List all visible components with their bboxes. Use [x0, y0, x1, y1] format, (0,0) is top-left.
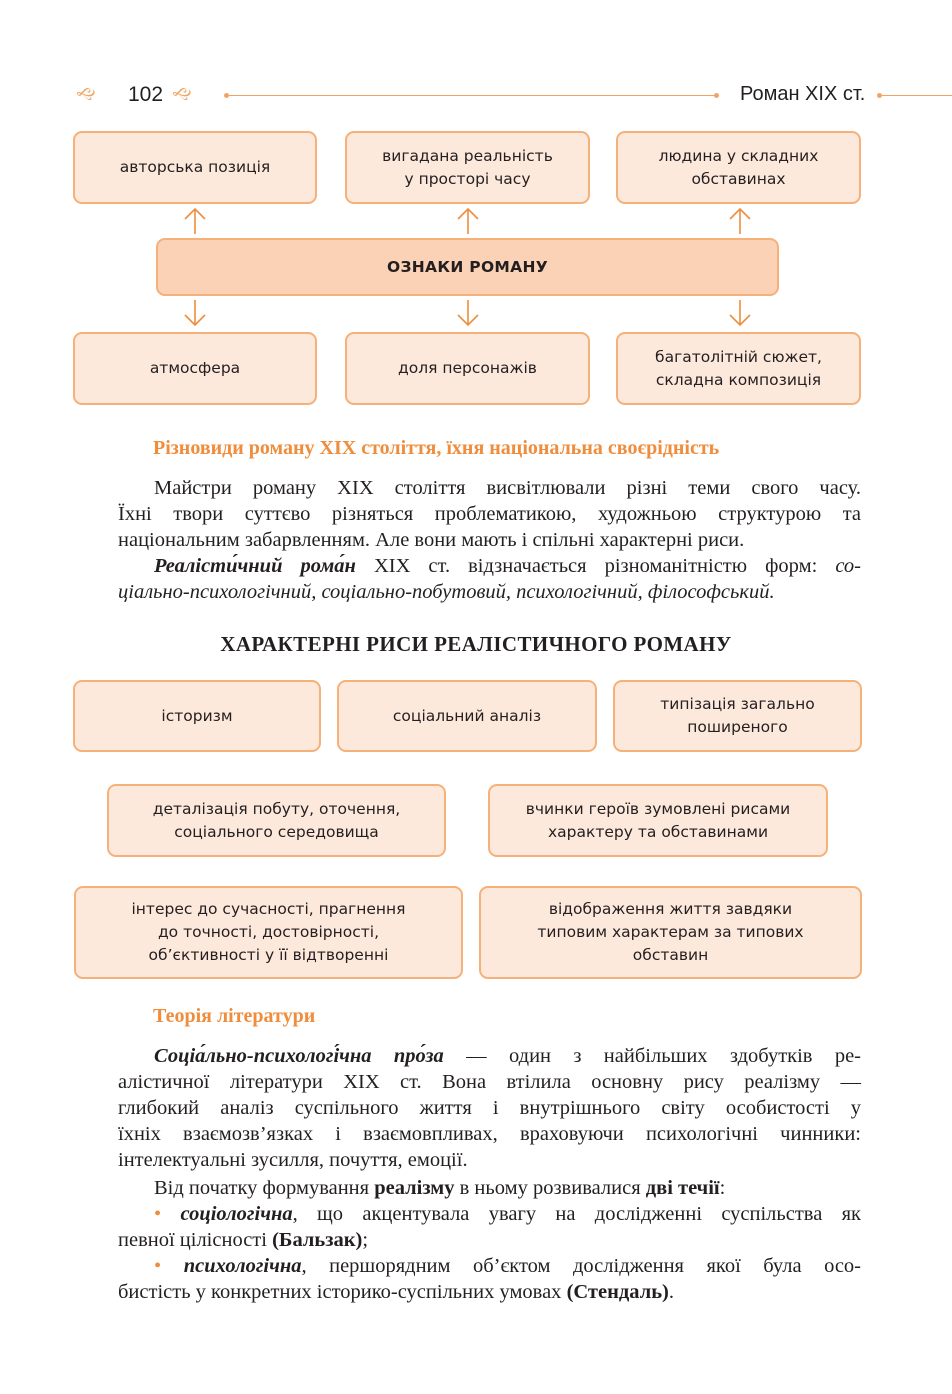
bullet-icon: •: [154, 1203, 162, 1225]
paragraph-line: глибокий аналіз суспільного життя і внутрішнього світу особистості у: [118, 1097, 861, 1119]
paragraph-line: Їхні твори суттєво різняться проблематикою, художньою структурою та: [118, 503, 861, 525]
header-rule: [881, 95, 952, 96]
right-ornament-icon: 🙙: [172, 82, 192, 106]
paragraph-line: їхніх взаємозв’язках і взаємовпливах, враховуючи психологічні чинники:: [118, 1123, 861, 1145]
feature-box: авторська позиція: [73, 131, 317, 204]
left-ornament-icon: 🙙: [76, 82, 96, 106]
down-arrow-icon: [725, 298, 755, 328]
bullet-line: • соціологічна, що акцентувала увагу на дослідженні суспільства як: [154, 1203, 861, 1225]
page-number: 102: [128, 83, 164, 106]
feature-box: людина у складних обставинах: [616, 131, 861, 204]
feature-box: атмосфера: [73, 332, 317, 405]
header-rule: [226, 95, 716, 96]
paragraph-line: національним забарвленням. Але вони мають і спільні характерні риси.: [118, 529, 745, 551]
feature-box: вигадана реальність у просторі часу: [345, 131, 590, 204]
header-dot: [224, 93, 229, 98]
paragraph-line: Майстри роману ХІХ століття висвітлювали різні теми свого часу.: [154, 477, 861, 499]
up-arrow-icon: [725, 206, 755, 236]
paragraph-line: ціально-психологічний, соціально-побутовий, психологічний, філософський.: [118, 581, 775, 603]
bullet-line: • психологічна, першорядним об’єктом дослідження якої була осо-: [154, 1255, 862, 1277]
paragraph-line: бистість у конкретних історико-суспільних умовах (Стендаль).: [118, 1281, 674, 1303]
trait-box: деталізація побуту, оточення, соціального середовища: [107, 784, 446, 857]
paragraph-line: Соціа́льно-психологі́чна про́за — один з найбільших здобутків ре-: [154, 1045, 862, 1067]
feature-box: багатолітній сюжет, складна композиція: [616, 332, 861, 405]
paragraph-line: певної цілісності (Бальзак);: [118, 1229, 369, 1251]
down-arrow-icon: [180, 298, 210, 328]
diagram-title: ХАРАКТЕРНІ РИСИ РЕАЛІСТИЧНОГО РОМАНУ: [220, 632, 732, 656]
paragraph-line: алістичної літератури ХІХ ст. Вона втілила основну рису реалізму —: [118, 1071, 861, 1093]
trait-box: історизм: [73, 680, 321, 752]
center-box: ОЗНАКИ РОМАНУ: [156, 238, 779, 296]
section-heading: Різновиди роману ХІХ століття, їхня національна своєрідність: [153, 437, 720, 459]
header-dot: [714, 93, 719, 98]
running-title: Роман ХІХ ст.: [740, 83, 866, 105]
section-heading: Теорія літератури: [153, 1005, 316, 1027]
bullet-icon: •: [154, 1255, 162, 1277]
up-arrow-icon: [180, 206, 210, 236]
paragraph-line: Від початку формування реалізму в ньому розвивалися дві течії:: [154, 1177, 726, 1199]
up-arrow-icon: [453, 206, 483, 236]
paragraph-line: інтелектуальні зусилля, почуття, емоції.: [118, 1149, 468, 1171]
trait-box: відображення життя завдяки типовим характерам за типових обставин: [479, 886, 862, 979]
trait-box: вчинки героїв зумовлені рисами характеру та обставинами: [488, 784, 828, 857]
trait-box: інтерес до сучасності, прагнення до точності, достовірності, об’єктивності у її відтворенні: [74, 886, 463, 979]
trait-box: соціальний аналіз: [337, 680, 597, 752]
term: Реалісти́чний рома́н: [154, 555, 356, 577]
down-arrow-icon: [453, 298, 483, 328]
trait-box: типізація загально поширеного: [613, 680, 862, 752]
paragraph-line: Реалісти́чний рома́н ХІХ ст. відзначається різноманітністю форм: со-: [154, 555, 861, 577]
feature-box: доля персонажів: [345, 332, 590, 405]
